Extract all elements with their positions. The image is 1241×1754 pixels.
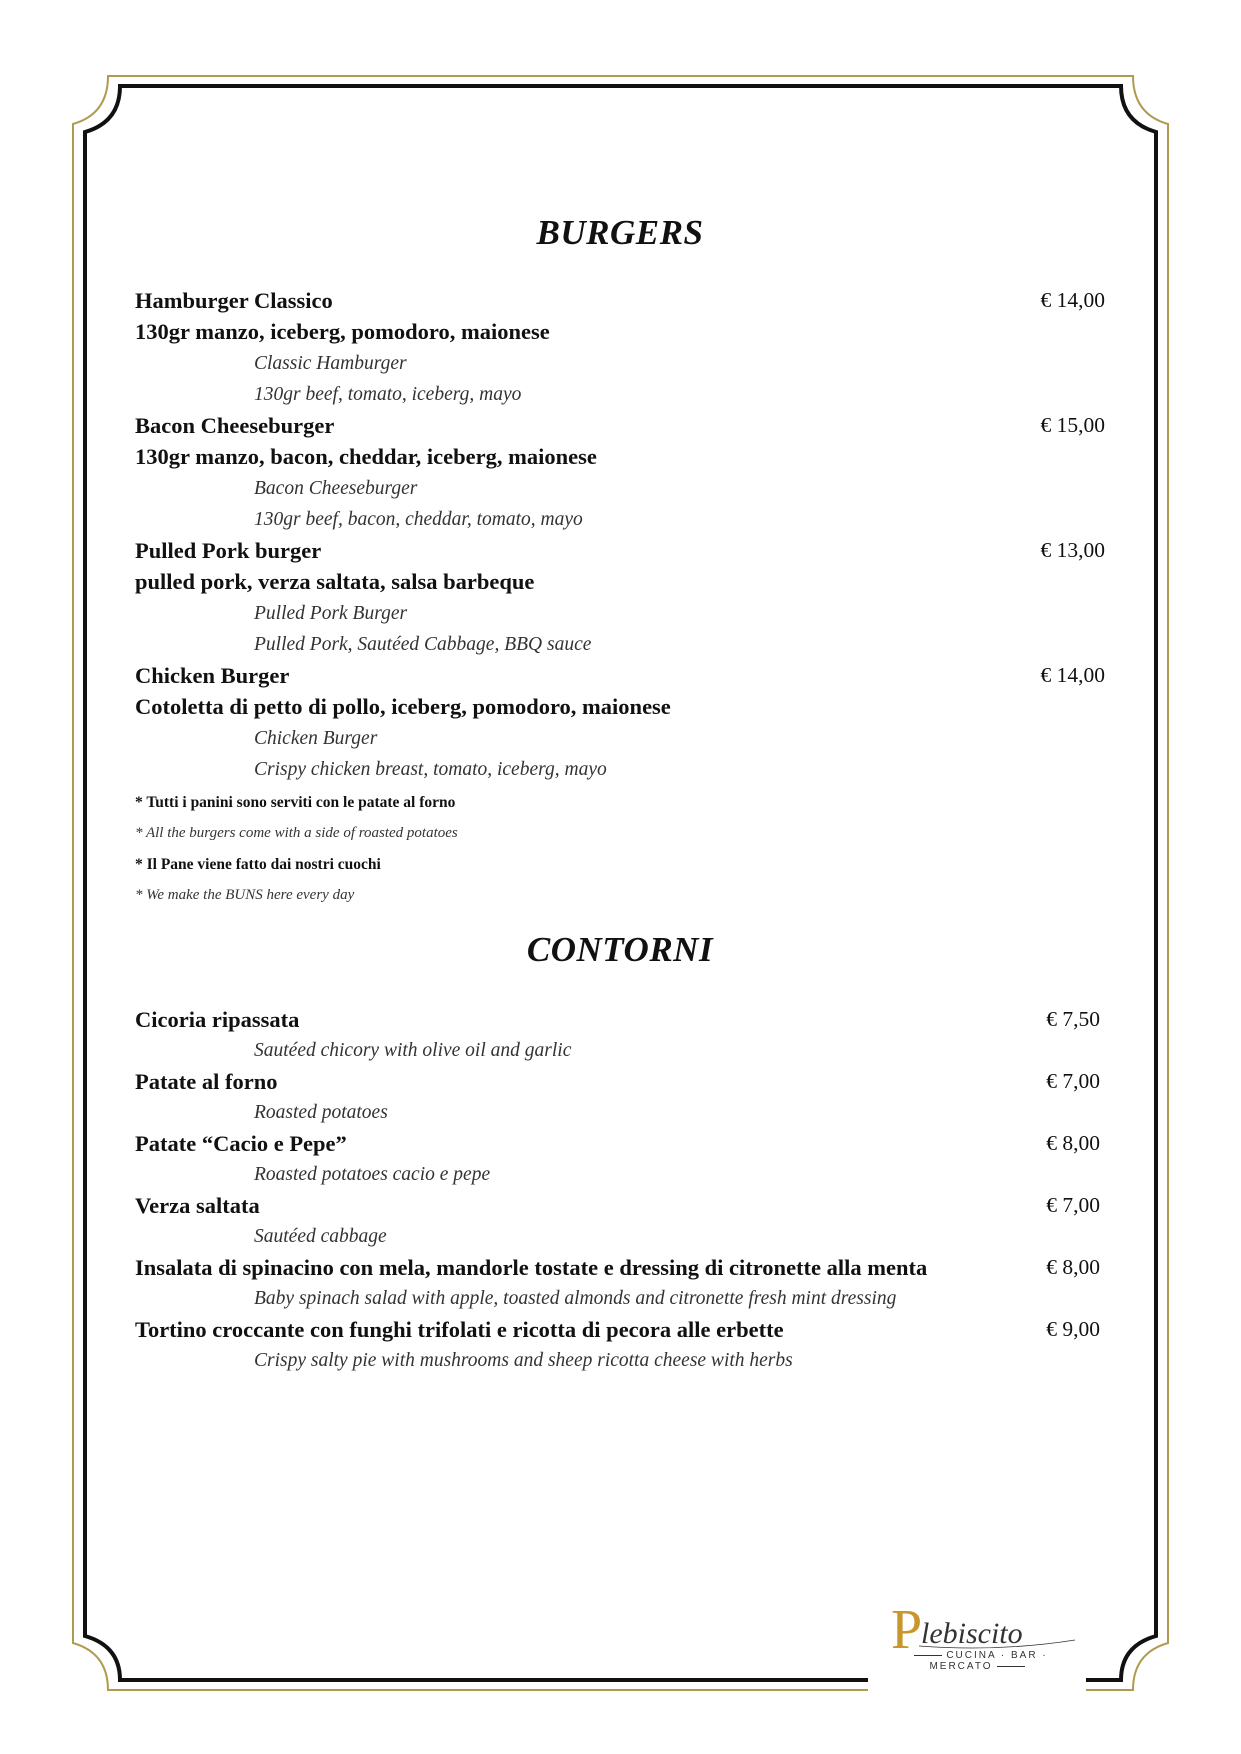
item-description-it — [135, 566, 1105, 597]
item-desc-en: Sautéed chicory with olive oil and garlic — [254, 1040, 572, 1061]
item-desc-en: Roasted potatoes cacio e pepe — [254, 1164, 491, 1185]
item-name-en: Pulled Pork Burger — [254, 603, 408, 624]
item-desc-en-row — [135, 754, 1105, 785]
item-name: Cicoria ripassata — [135, 1007, 300, 1032]
item-desc-it: Cotoletta di petto di pollo, iceberg, pomodoro, maionese — [135, 694, 671, 719]
item-name-en: Chicken Burger — [254, 728, 378, 749]
item-price: € 14,00 — [1040, 288, 1105, 312]
menu-item-tortino-croccante — [135, 1314, 1105, 1345]
item-price: € 7,00 — [1046, 1193, 1100, 1217]
note-row — [135, 880, 1105, 911]
menu-item-hamburger-classico — [135, 285, 1105, 316]
menu-item-patate-al-forno — [135, 1066, 1105, 1097]
item-price: € 8,00 — [1046, 1131, 1100, 1155]
plebiscito-logo — [879, 1600, 1079, 1670]
item-name: Hamburger Classico — [135, 288, 333, 313]
burgers-note: * Tutti i panini sono serviti con le patate al forno — [135, 794, 456, 811]
item-desc-it: 130gr manzo, bacon, cheddar, iceberg, maionese — [135, 444, 597, 469]
menu-item-patate-cacio-e-pepe — [135, 1128, 1105, 1159]
item-name: Pulled Pork burger — [135, 538, 322, 563]
note-row — [135, 849, 1105, 880]
menu-item-cicoria — [135, 1004, 1105, 1035]
item-desc-en: Baby spinach salad with apple, toasted almonds and citronette fresh mint dressing — [254, 1288, 897, 1309]
item-description-it — [135, 691, 1105, 722]
menu-item-bacon-cheeseburger — [135, 410, 1105, 441]
item-desc-it: pulled pork, verza saltata, salsa barbeque — [135, 569, 535, 594]
logo-initial: P — [891, 1600, 923, 1655]
menu-item-pulled-pork-burger — [135, 535, 1105, 566]
logo-text: lebiscito — [921, 1617, 1023, 1650]
item-price: € 14,00 — [1040, 663, 1105, 687]
item-description-it — [135, 441, 1105, 472]
logo-tagline — [879, 1650, 1079, 1672]
item-name: Bacon Cheeseburger — [135, 413, 335, 438]
item-name-en-row — [135, 598, 1105, 629]
item-desc-en: Roasted potatoes — [254, 1102, 388, 1123]
item-desc-en-row — [135, 629, 1105, 660]
note-row — [135, 818, 1105, 849]
item-desc-en-row — [135, 1283, 1105, 1314]
item-desc-en-row — [135, 1345, 1105, 1376]
item-price: € 7,50 — [1046, 1007, 1100, 1031]
item-name: Tortino croccante con funghi trifolati e ricotta di pecora alle erbette — [135, 1317, 784, 1342]
item-name-en-row — [135, 723, 1105, 754]
item-price: € 8,00 — [1046, 1255, 1100, 1279]
item-name-en: Bacon Cheeseburger — [254, 478, 418, 499]
item-desc-en-row — [135, 1035, 1105, 1066]
logo-tagline-text: CUCINA · BAR · MERCATO — [929, 1650, 1048, 1672]
item-desc-en: Crispy salty pie with mushrooms and sheep ricotta cheese with herbs — [254, 1350, 793, 1371]
item-desc-en-row — [135, 504, 1105, 535]
item-name: Verza saltata — [135, 1193, 260, 1218]
item-price: € 13,00 — [1040, 538, 1105, 562]
item-name: Insalata di spinacino con mela, mandorle tostate e dressing di citronette alla menta — [135, 1255, 928, 1280]
burgers-note: * Il Pane viene fatto dai nostri cuochi — [135, 856, 381, 873]
item-name-en-row — [135, 348, 1105, 379]
item-desc-en-row — [135, 1221, 1105, 1252]
burgers-section-title: BURGERS — [536, 213, 704, 252]
item-desc-en: Crispy chicken breast, tomato, iceberg, mayo — [254, 759, 607, 780]
item-name-en: Classic Hamburger — [254, 353, 407, 374]
item-desc-en: Sautéed cabbage — [254, 1226, 387, 1247]
item-desc-en-row — [135, 379, 1105, 410]
item-description-it — [135, 316, 1105, 347]
item-name: Chicken Burger — [135, 663, 290, 688]
item-name: Patate al forno — [135, 1069, 278, 1094]
contorni-section-title: CONTORNI — [526, 930, 714, 969]
item-desc-en: 130gr beef, tomato, iceberg, mayo — [254, 384, 522, 405]
burgers-note: * All the burgers come with a side of roasted potatoes — [135, 825, 458, 841]
item-price: € 7,00 — [1046, 1069, 1100, 1093]
note-row — [135, 787, 1105, 818]
menu-item-verza-saltata — [135, 1190, 1105, 1221]
menu-item-insalata-spinacino — [135, 1252, 1105, 1283]
menu-item-chicken-burger — [135, 660, 1105, 691]
item-price: € 9,00 — [1046, 1317, 1100, 1341]
logo-wordmark — [879, 1600, 1079, 1655]
item-name-en-row — [135, 473, 1105, 504]
item-desc-en-row — [135, 1097, 1105, 1128]
item-price: € 15,00 — [1040, 413, 1105, 437]
item-desc-it: 130gr manzo, iceberg, pomodoro, maionese — [135, 319, 550, 344]
item-name: Patate “Cacio e Pepe” — [135, 1131, 347, 1156]
burgers-note: * We make the BUNS here every day — [135, 887, 355, 903]
item-desc-en: 130gr beef, bacon, cheddar, tomato, mayo — [254, 509, 583, 530]
item-desc-en: Pulled Pork, Sautéed Cabbage, BBQ sauce — [254, 634, 592, 655]
item-desc-en-row — [135, 1159, 1105, 1190]
